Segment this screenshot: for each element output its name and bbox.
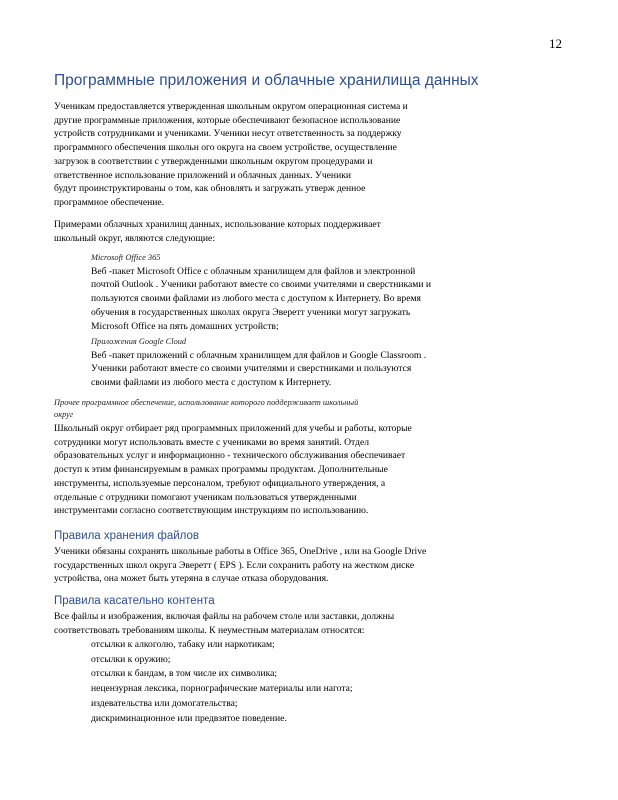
text-line: образовательных услуг и информационно - технического обслуживания обеспечивает [54, 450, 406, 462]
cloud-item-google [91, 335, 426, 390]
list-item-text: отсылки к алкоголю, табаку или наркотикам; [91, 639, 275, 650]
list-item-text: нецензурная лексика, порнографические материалы или нагота; [91, 683, 353, 695]
list-item [74, 667, 353, 682]
page-title: Программные приложения и облачные хранилища данных [54, 72, 479, 89]
text-line: Ученикам предоставляется утвержденная школьным округом операционная система и [54, 101, 408, 112]
section-title-content: Правила касательно контента [54, 595, 215, 607]
subheading-line: Прочее программное обеспечение, использование которого поддерживает школьный [54, 398, 359, 407]
list-item [74, 682, 353, 697]
other-software-heading [54, 397, 554, 421]
text-line: Ученики работают вместе со своими учителями и сверстниками и пользуются [91, 363, 412, 375]
storage-paragraph [54, 545, 554, 586]
text-line: государственных школ округа Эверетт ( EPS ). Если сохранить работу на жестком диске [54, 559, 415, 571]
list-item-text: отсылки к оружию; [91, 653, 171, 665]
list-item-text: отсылки к бандам, в том числе их символика; [91, 668, 278, 680]
text-line: инструменты, используемые персоналом, требуют официального утверждения, а [54, 477, 386, 489]
text-line: обучения в государственных школах округа Эверетт ученики могут загружать [91, 306, 411, 318]
examples-paragraph [54, 218, 554, 245]
text-line: почтой Outlook . Ученики работают вместе со своими учителями и сверстниками и [91, 279, 432, 291]
text-line: ответственное использование приложений и облачных данных. Ученики [54, 169, 351, 181]
text-line: школьный округ, являются следующие: [54, 232, 215, 244]
text-line: Примерами облачных хранилищ данных, использование которых поддерживает [54, 219, 381, 230]
text-line: загрузок в соответствии с утвержденными школьным округом процедурами и [54, 155, 373, 167]
inappropriate-list [74, 638, 353, 726]
section-title-storage: Правила хранения файлов [54, 530, 200, 542]
list-item-text: издевательства или домогательства; [91, 697, 238, 709]
text-line: Ученики обязаны сохранять школьные работы в Office 365, OneDrive , или на Google Drive [54, 546, 427, 557]
text-line: Веб -пакет приложений с облачным хранилищем для файлов и Google Classroom . [91, 349, 427, 361]
page-number: 12 [549, 36, 562, 51]
text-line: будут проинструктированы о том, как обновлять и загружать утверж денное [54, 183, 366, 195]
list-item [74, 712, 353, 727]
text-line: сотрудники могут использовать вместе с учениками во время занятий. Отдел [54, 436, 370, 448]
intro-paragraph [54, 100, 554, 210]
text-line: Веб -пакет Microsoft Office с облачным хранилищем для файлов и электронной [91, 265, 416, 277]
list-item [74, 638, 353, 653]
text-line: Школьный округ отбирает ряд программных приложений для учебы и работы, которые [54, 423, 412, 434]
text-line: программное обеспечение. [54, 196, 165, 208]
text-line: устройства, она может быть утеряна в случае отказа оборудования. [54, 573, 329, 585]
list-item [74, 697, 353, 712]
text-line: инструментами согласно соответствующим инструкциям по использованию. [54, 505, 369, 517]
text-line: Microsoft Office на пять домашних устройств; [91, 320, 279, 332]
cloud-item-heading: Приложения Google Cloud [91, 337, 187, 346]
list-item-text: дискриминационное или предвзятое поведение. [91, 712, 287, 724]
text-line: Все файлы и изображения, включая файлы на рабочем столе или заставки, должны [54, 611, 395, 622]
subheading-line: округ [54, 410, 74, 419]
text-line: отдельные с отрудники помогают ученикам пользоваться утвержденными [54, 491, 357, 503]
text-line: доступ к этим финансируемым в рамках программы продуктам. Дополнительные [54, 464, 388, 476]
text-line: своими файлами из любого места с доступом к Интернету. [91, 377, 332, 389]
text-line: программного обеспечения школьн ого округа на своем устройстве, осуществление [54, 142, 397, 154]
cloud-item-heading: Microsoft Office 365 [91, 253, 161, 262]
content-paragraph [54, 610, 554, 637]
text-line: устройств сотрудниками и учениками. Ученики несут ответственность за поддержку [54, 128, 402, 140]
text-line: другие программные приложения, которые обеспечивают безопасное использование [54, 114, 401, 126]
cloud-item-office365 [91, 251, 431, 333]
list-item [74, 653, 353, 668]
text-line: пользуются своими файлами из любого места с доступом к Интернету. Во время [91, 293, 421, 305]
other-software-paragraph [54, 422, 554, 518]
text-line: соответствовать требованиям школы. К неуместным материалам относятся: [54, 624, 365, 636]
